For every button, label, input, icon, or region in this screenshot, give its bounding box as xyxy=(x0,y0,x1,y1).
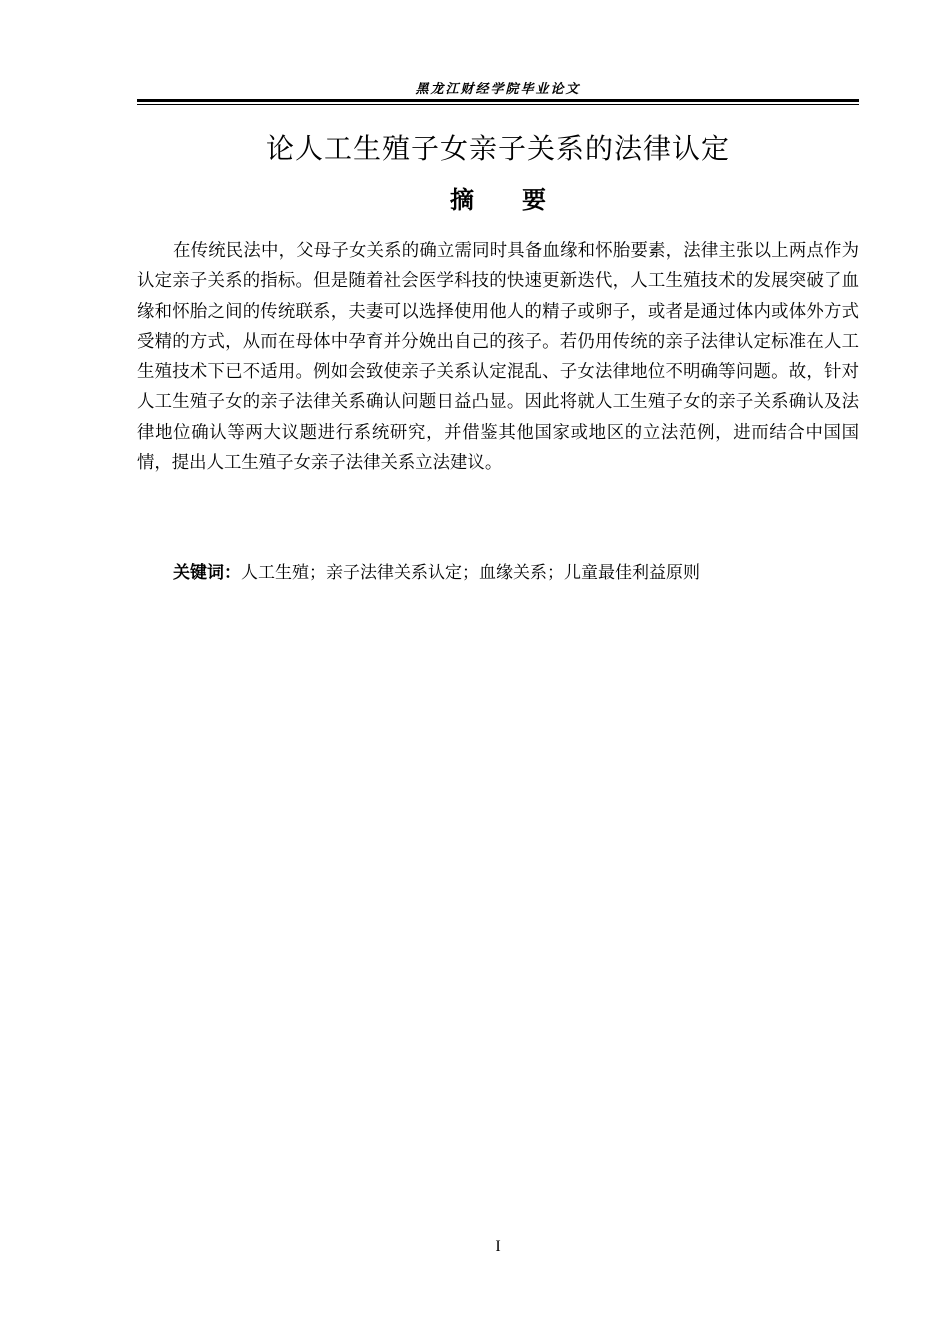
abstract-body: 在传统民法中，父母子女关系的确立需同时具备血缘和怀胎要素，法律主张以上两点作为认定亲子关系的指标。但是随着社会医学科技的快速更新迭代，人工生殖技术的发展突破了血缘和怀胎之间的传统联系，夫妻可以选择使用他人的精子或卵子，或者是通过体内或体外方式受精的方式，从而在母体中孕育并分娩出自己的孩子。若仍用传统的亲子法律认定标准在人工生殖技术下已不适用。例如会致使亲子关系认定混乱、子女法律地位不明确等问题。故，针对人工生殖子女的亲子法律关系确认问题日益凸显。因此将就人工生殖子女的亲子关系确认及法律地位确认等两大议题进行系统研究，并借鉴其他国家或地区的立法范例，进而结合中国国情，提出人工生殖子女亲子法律关系立法建议。 xyxy=(137,241,859,474)
thesis-title: 论人工生殖子女亲子关系的法律认定 xyxy=(265,132,730,165)
keywords-line xyxy=(173,558,859,588)
abstract-heading-left: 摘 xyxy=(450,186,474,214)
abstract-heading-right: 要 xyxy=(522,186,546,214)
running-header: 黑龙江财经学院毕业论文 xyxy=(415,82,581,97)
header-rule-thin xyxy=(137,104,859,105)
keywords-text: 人工生殖；亲子法律关系认定；血缘关系；儿童最佳利益原则 xyxy=(241,563,700,583)
header-rule-thick xyxy=(137,99,859,102)
page-number: I xyxy=(495,1238,501,1255)
abstract-heading xyxy=(137,182,859,218)
keywords-label: 关键词： xyxy=(173,563,241,583)
